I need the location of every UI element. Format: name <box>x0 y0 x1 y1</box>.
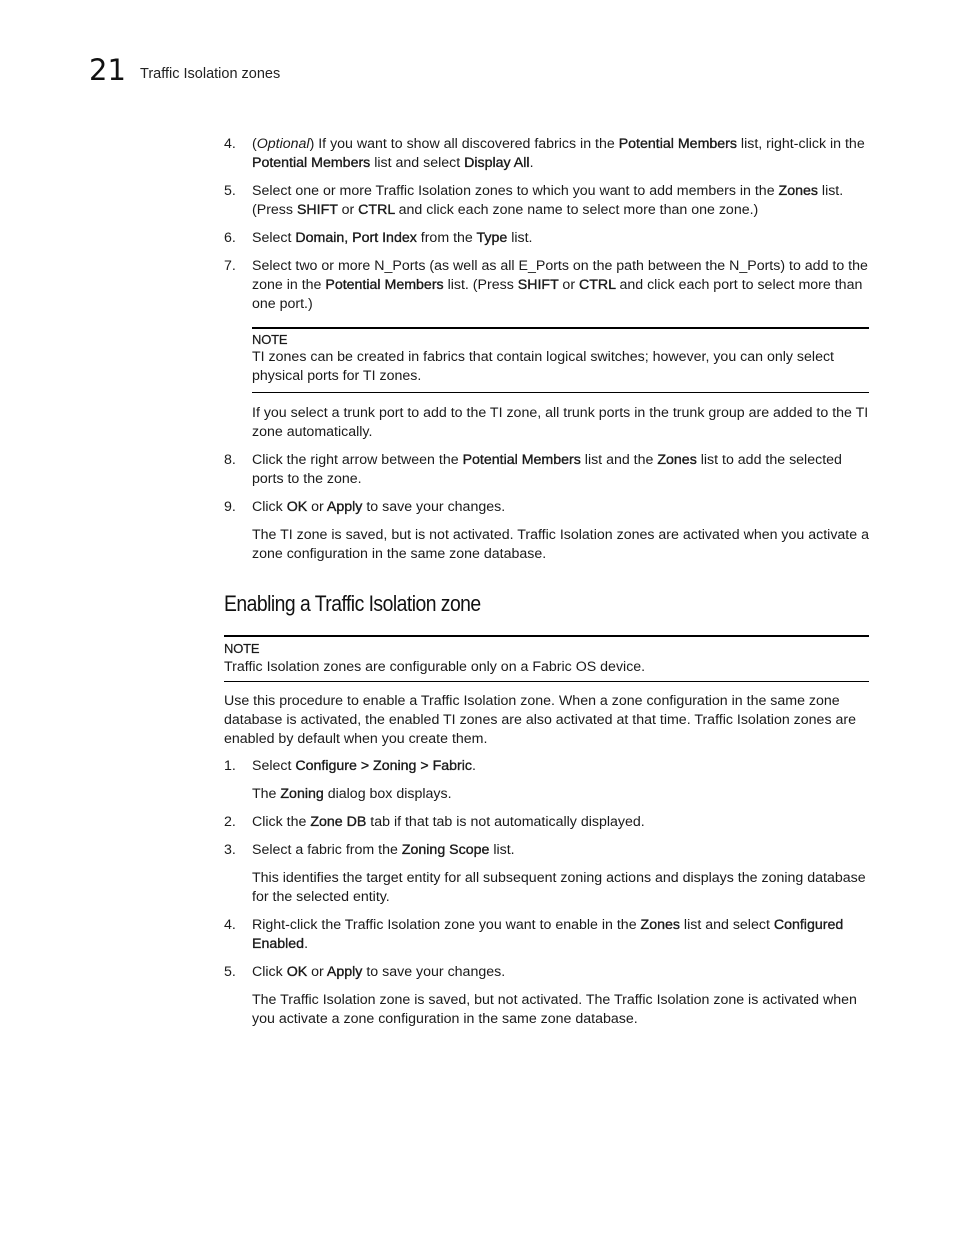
step-number: 2. <box>224 814 236 830</box>
note-bottom-rule <box>252 392 869 393</box>
step-number: 7. <box>224 258 236 274</box>
zoning-dialog-paragraph: The Zoning dialog box displays. <box>252 786 452 802</box>
note-label: NOTE <box>252 332 288 347</box>
step-text: Click the Zone DB tab if that tab is not automatically displayed. <box>252 814 645 830</box>
step-number: 3. <box>224 842 236 858</box>
step-text: Click OK or Apply to save your changes. <box>252 964 506 980</box>
section-note-bottom-rule <box>224 681 869 682</box>
step-number: 1. <box>224 758 236 774</box>
step-number: 6. <box>224 230 236 246</box>
section-note-text: Traffic Isolation zones are configurable only on a Fabric OS device. <box>224 659 646 675</box>
final-paragraph: The Traffic Isolation zone is saved, but not activated. The Traffic Isolation zone is activated when you activate a zone configuration in the same zone database. <box>252 992 857 1027</box>
section-heading: Enabling a Traffic Isolation zone <box>224 591 481 616</box>
section-note-top-rule <box>224 635 869 637</box>
chapter-title: Traffic Isolation zones <box>140 66 281 82</box>
chapter-number: 21 <box>89 53 126 87</box>
step-text: Click the right arrow between the Potential Members list and the Zones list to add the selected ports to the zone. <box>252 452 842 487</box>
step-number: 8. <box>224 452 236 468</box>
step-text: Select Configure > Zoning > Fabric. <box>252 758 476 774</box>
step-number: 9. <box>224 499 236 515</box>
step-number: 4. <box>224 136 236 152</box>
scope-paragraph: This identifies the target entity for all subsequent zoning actions and displays the zoning database for the selected entity. <box>252 870 866 905</box>
step-text: Select one or more Traffic Isolation zones to which you want to add members in the Zones list. (Press SHIFT or CTRL and click each zone name to select more than one zone.) <box>252 183 844 218</box>
step-text: (Optional) If you want to show all discovered fabrics in the Potential Members list, right-click in the Potential Members list and select Display All. <box>252 136 865 171</box>
note-top-rule <box>252 327 869 329</box>
step-text: Select a fabric from the Zoning Scope list. <box>252 842 515 858</box>
step-text: Right-click the Traffic Isolation zone you want to enable in the Zones list and select Configured Enabled. <box>252 917 844 952</box>
saved-paragraph: The TI zone is saved, but is not activated. Traffic Isolation zones are activated when you activate a zone configuration in the same zone database. <box>252 527 869 562</box>
step-text: Select two or more N_Ports (as well as all E_Ports on the path between the N_Ports) to add to the zone in the Potential Members list. (Press SHIFT or CTRL and click each port to select more than one port.) <box>252 258 868 312</box>
section-intro: Use this procedure to enable a Traffic Isolation zone. When a zone configuration in the same zone database is activated, the enabled TI zones are also activated at that time. Traffic Isolation zones are enabled by default when you create them. <box>224 693 856 747</box>
note-text: TI zones can be created in fabrics that contain logical switches; however, you can only select physical ports for TI zones. <box>252 349 834 384</box>
step-text: Click OK or Apply to save your changes. <box>252 499 506 515</box>
step-number: 5. <box>224 964 236 980</box>
step-number: 4. <box>224 917 236 933</box>
section-note-label: NOTE <box>224 641 260 656</box>
step-text: Select Domain, Port Index from the Type list. <box>252 230 533 246</box>
trunk-paragraph: If you select a trunk port to add to the TI zone, all trunk ports in the trunk group are added to the TI zone automatically. <box>252 405 869 440</box>
step-number: 5. <box>224 183 236 199</box>
